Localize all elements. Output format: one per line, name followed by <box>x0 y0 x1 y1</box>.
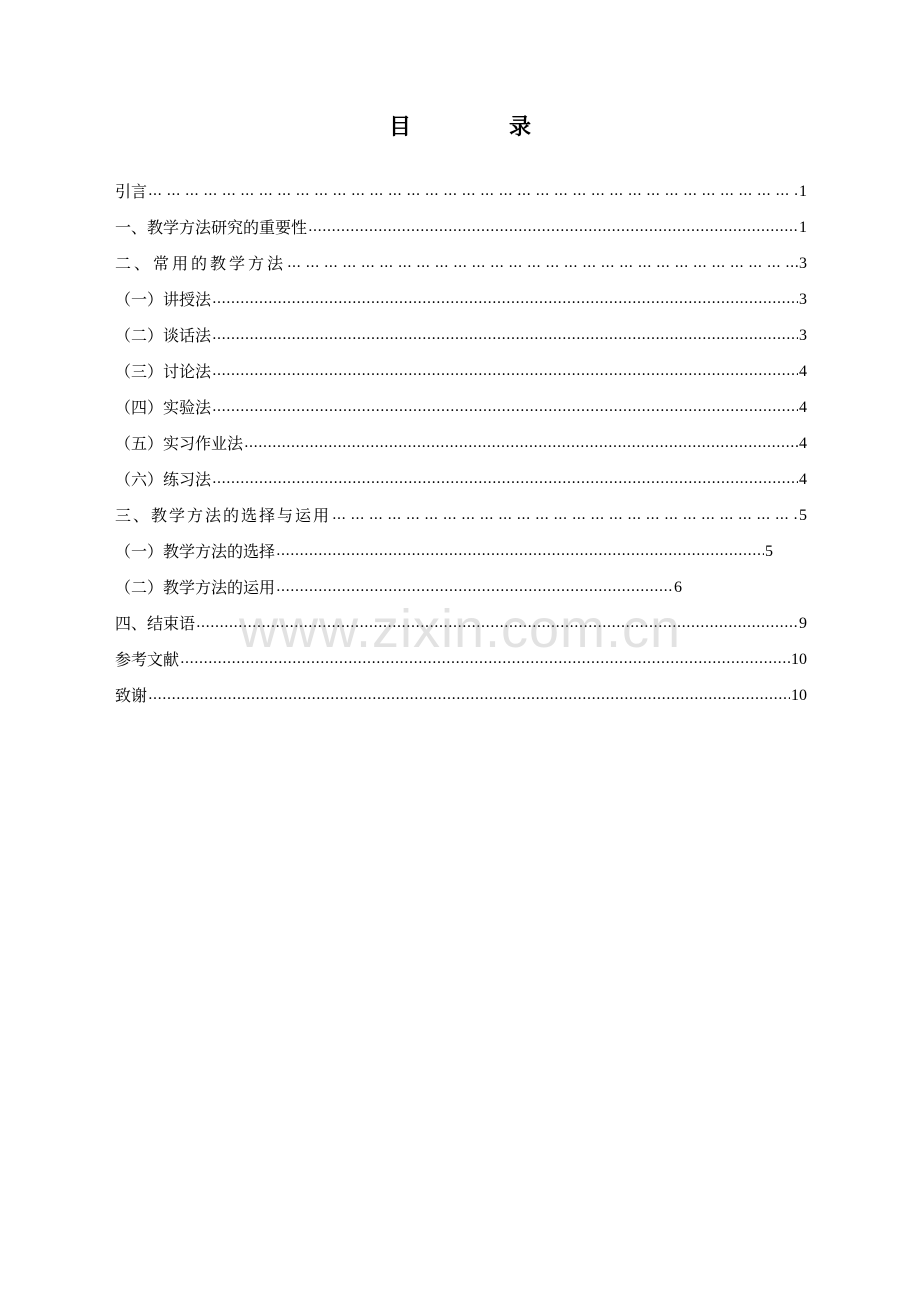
toc-entry-label: （二）教学方法的运用 <box>115 578 276 597</box>
toc-leader-dots <box>212 289 798 309</box>
toc-entry-references[interactable] <box>115 642 807 678</box>
toc-entry-section-3-2[interactable] <box>115 570 682 606</box>
toc-entry-page: 5 <box>765 543 773 560</box>
toc-entry-page: 4 <box>799 435 807 452</box>
toc-entry-page: 3 <box>799 291 807 308</box>
toc-entry-page: 1 <box>799 183 807 200</box>
toc-leader-dots <box>276 577 673 597</box>
toc-entry-page: 10 <box>791 651 807 668</box>
toc-leader-dots <box>332 505 798 525</box>
toc-entry-intro[interactable] <box>115 174 807 210</box>
toc-leader-dots <box>212 469 798 489</box>
toc-entry-label: （五）实习作业法 <box>115 434 244 453</box>
toc-entry-label: 参考文献 <box>115 650 180 669</box>
toc-entry-label: （一）讲授法 <box>115 290 212 309</box>
toc-entry-section-1[interactable] <box>115 210 807 246</box>
toc-entry-label: （四）实验法 <box>115 398 212 417</box>
toc-leader-dots <box>148 685 790 705</box>
watermark-text: www.zixin.com.cn <box>238 599 682 659</box>
toc-entry-page: 4 <box>799 471 807 488</box>
toc-entry-page: 10 <box>791 687 807 704</box>
toc-entry-label: （三）讨论法 <box>115 362 212 381</box>
toc-entry-page: 4 <box>799 363 807 380</box>
toc-leader-dots <box>212 361 798 381</box>
toc-entry-page: 4 <box>799 399 807 416</box>
toc-leader-dots <box>276 541 764 561</box>
toc-entry-page: 5 <box>799 507 807 524</box>
toc-entry-label: 二、常用的教学方法 <box>115 254 287 273</box>
toc-entry-section-2-3[interactable] <box>115 354 807 390</box>
toc-entry-page: 6 <box>674 579 682 596</box>
toc-entry-label: 引言 <box>115 182 148 201</box>
toc-leader-dots <box>212 325 798 345</box>
toc-entry-section-2-6[interactable] <box>115 462 807 498</box>
toc-entry-page: 3 <box>799 255 807 272</box>
toc-entry-page: 3 <box>799 327 807 344</box>
toc-entry-section-2-2[interactable] <box>115 318 807 354</box>
toc-leader-dots <box>196 613 798 633</box>
toc-entry-section-2[interactable] <box>115 246 807 282</box>
toc-entry-page: 9 <box>799 615 807 632</box>
toc-entry-section-2-5[interactable] <box>115 426 807 462</box>
toc-entry-label: （六）练习法 <box>115 470 212 489</box>
toc-entry-label: 三、教学方法的选择与运用 <box>115 506 332 525</box>
toc-entry-acknowledgements[interactable] <box>115 678 807 714</box>
toc-entry-section-3-1[interactable] <box>115 534 773 570</box>
toc-entry-label: 一、教学方法研究的重要性 <box>115 218 308 237</box>
toc-leader-dots <box>148 181 798 201</box>
toc-entry-label: （一）教学方法的选择 <box>115 542 276 561</box>
toc-entry-section-2-4[interactable] <box>115 390 807 426</box>
toc-leader-dots <box>244 433 798 453</box>
toc-entry-section-2-1[interactable] <box>115 282 807 318</box>
toc-leader-dots <box>308 217 798 237</box>
toc-title: 目 录 <box>388 114 569 140</box>
toc-entry-section-3[interactable] <box>115 498 807 534</box>
toc-leader-dots <box>180 649 790 669</box>
toc-entry-page: 1 <box>799 219 807 236</box>
toc-entry-section-4[interactable] <box>115 606 807 642</box>
toc-entry-label: 致谢 <box>115 686 148 705</box>
toc-leader-dots <box>212 397 798 417</box>
toc-entry-label: 四、结束语 <box>115 614 196 633</box>
toc-leader-dots <box>287 253 798 273</box>
toc-entry-label: （二）谈话法 <box>115 326 212 345</box>
